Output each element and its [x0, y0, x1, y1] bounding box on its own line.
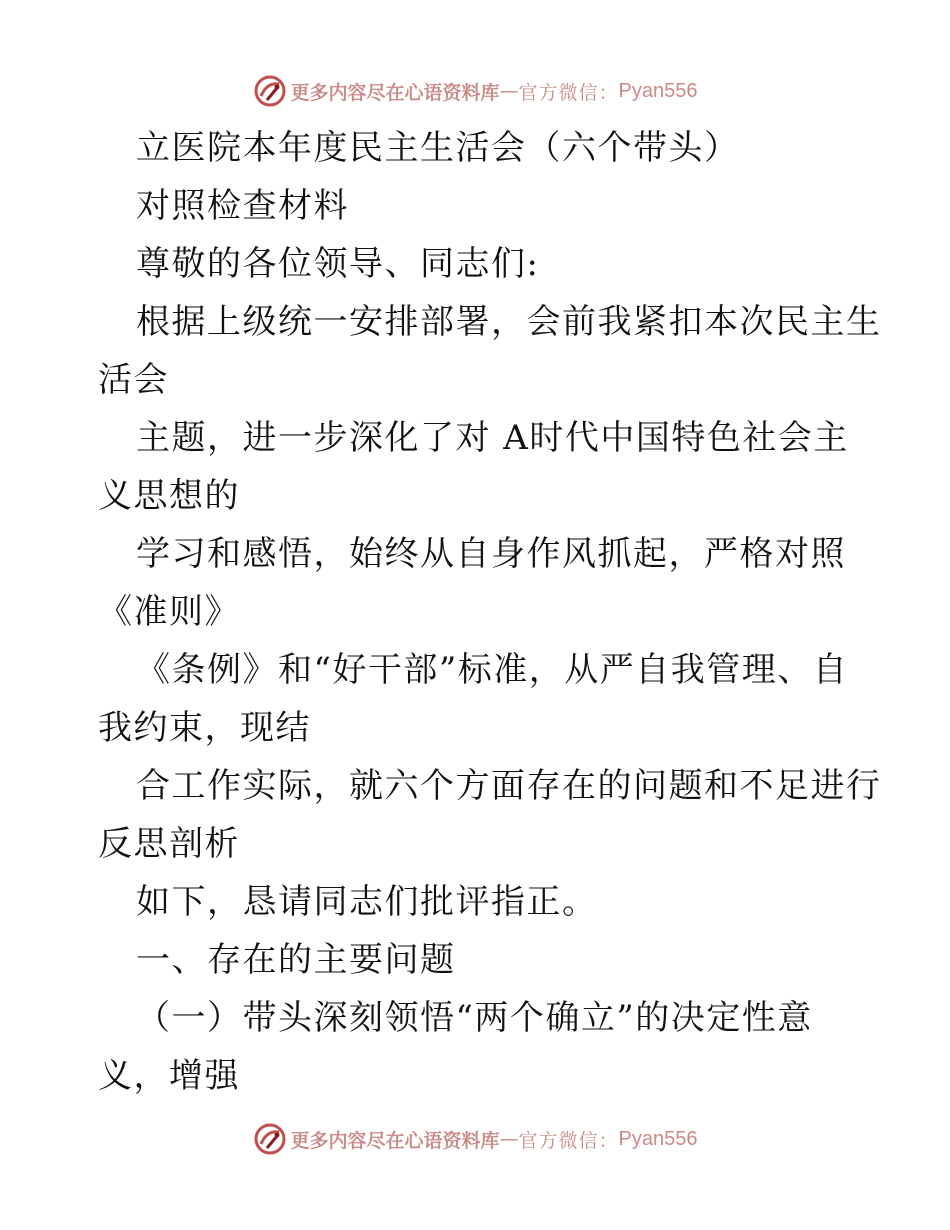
text-line: 义，增强: [98, 1056, 240, 1096]
watermark-separator: —: [499, 80, 519, 102]
text-line: 《准则》: [98, 592, 240, 632]
watermark-site-text: 更多内容尽在心语资料库: [290, 81, 500, 104]
watermark-site-text: 更多内容尽在心语资料库: [290, 1129, 500, 1152]
text-line: 一、存在的主要问题: [136, 940, 456, 980]
text-line: 尊敬的各位领导、同志们:: [136, 244, 540, 284]
text-line: 主题，进一步深化了对 A时代中国特色社会主: [136, 418, 849, 458]
text-line: 立医院本年度民主生活会（六个带头）: [136, 128, 740, 168]
text-line: 根据上级统一安排部署，会前我紧扣本次民主生: [136, 302, 882, 342]
hand-pen-logo-icon: [253, 74, 287, 108]
text-line: 如下，恳请同志们批评指正。: [136, 882, 598, 922]
text-line: 合工作实际，就六个方面存在的问题和不足进行: [136, 766, 882, 806]
text-line: 我约束，现结: [98, 708, 311, 748]
watermark-separator: —: [499, 1128, 519, 1150]
footer-watermark-banner: [0, 1119, 950, 1159]
text-line: 学习和感悟，始终从自身作风抓起，严格对照: [136, 534, 846, 574]
text-line: 《条例》和“好干部”标准，从严自我管理、自: [136, 650, 849, 690]
hand-pen-logo-icon: [253, 1122, 287, 1156]
text-line: （一）带头深刻领悟“两个确立”的决定性意: [136, 998, 813, 1038]
watermark-wechat-label: 官方微信：: [518, 1129, 619, 1152]
watermark-wechat-id: Pyan556: [618, 79, 698, 102]
header-watermark-banner: [0, 71, 950, 111]
text-line: 对照检查材料: [136, 186, 349, 226]
text-line: 义思想的: [98, 476, 240, 516]
text-line: 反思剖析: [98, 824, 240, 864]
text-line: 活会: [98, 360, 169, 400]
watermark-wechat-label: 官方微信：: [518, 81, 619, 104]
watermark-wechat-id: Pyan556: [618, 1127, 698, 1150]
document-body: [98, 119, 882, 1105]
